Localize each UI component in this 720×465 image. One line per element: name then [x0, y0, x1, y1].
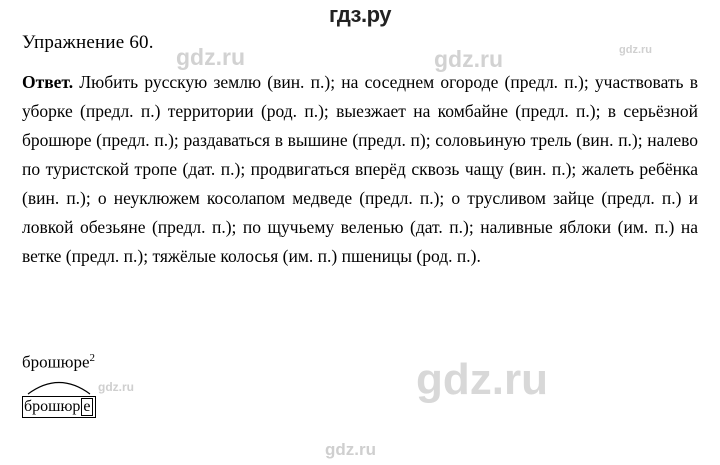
- answer-text: Любить русскую землю (вин. п.); на соседнем огороде (предл. п.); участвовать в уборке (предл. п.) территории (род. п.); выезжает на комбайне (предл. п.); в серьёзной брошюре (предл. п.); раздаваться в вышине (предл. п); соловьиную трель (вин. п.); налево по туристской тропе (дат. п.); продвигаться вперёд сквозь чащу (вин. п.); жалеть ребёнка (вин. п.); о неуклюжем косолапом медведе (предл. п.); о трусливом зайце (предл. п.) и ловкой обезьяне (предл. п.); по щучьему веленью (дат. п.); наливные яблоки (им. п.) на ветке (предл. п.); тяжёлые колосья (им. п.) пшеницы (род. п.).: [22, 72, 698, 266]
- morpheme-superscript: 2: [89, 352, 95, 364]
- morpheme-ending: е: [83, 398, 91, 415]
- morpheme-word-text: брошюре: [22, 352, 90, 372]
- watermark: gdz.ru: [98, 380, 134, 394]
- root-arc-icon: [27, 377, 91, 395]
- watermark: gdz.ru: [325, 440, 376, 459]
- morpheme-analysis: [22, 352, 95, 373]
- watermark: gdz.ru: [176, 44, 245, 70]
- answer-paragraph: [22, 68, 698, 271]
- exercise-title: Упражнение 60.: [22, 32, 154, 53]
- morpheme-word: [22, 352, 95, 373]
- watermark: gdz.ru: [416, 355, 548, 404]
- watermark: gdz.ru: [434, 46, 503, 72]
- watermark: gdz.ru: [619, 44, 652, 56]
- morpheme-breakdown-box: [22, 396, 96, 418]
- answer-label: Ответ.: [22, 72, 74, 92]
- morpheme-stem: брошюр: [24, 398, 81, 415]
- site-logo[interactable]: гдз.ру: [329, 2, 391, 27]
